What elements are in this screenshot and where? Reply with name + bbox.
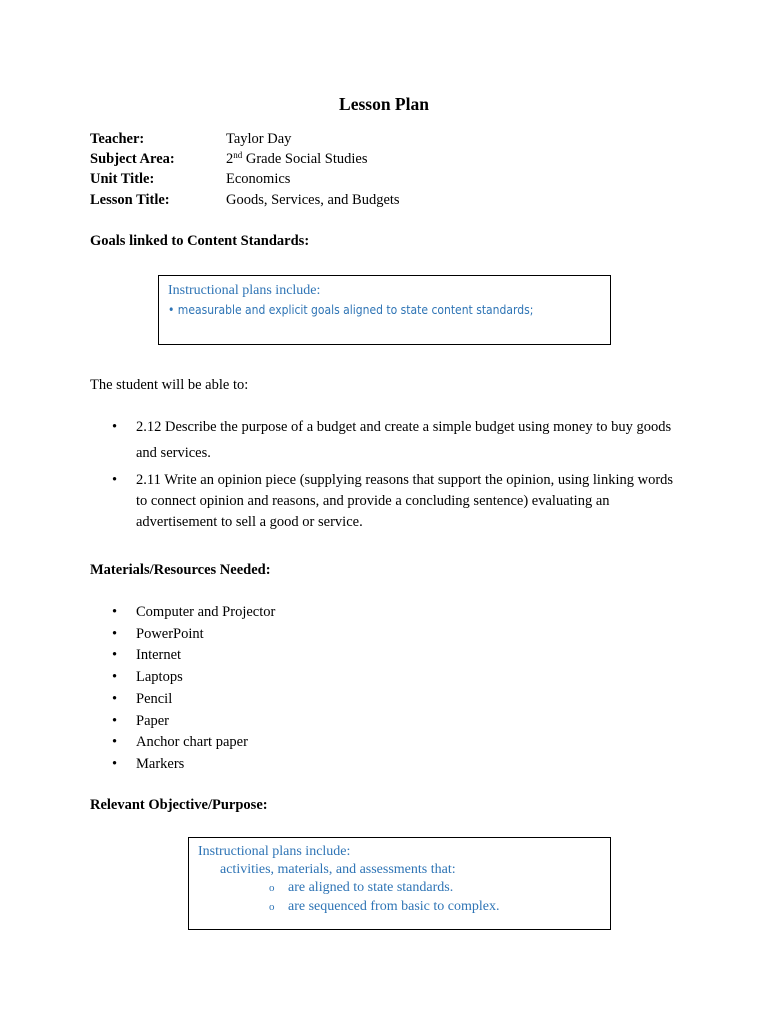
bullet: • bbox=[112, 712, 118, 729]
material-text: Pencil bbox=[136, 690, 173, 707]
material-text: Internet bbox=[136, 647, 182, 664]
bullet: • bbox=[112, 604, 118, 620]
meta-label: Teacher: bbox=[90, 131, 145, 147]
meta-value bbox=[226, 149, 368, 169]
materials-heading: Materials/Resources Needed: bbox=[90, 562, 271, 578]
callout-line: Instructional plans include: bbox=[168, 283, 321, 298]
meta-label: Lesson Title: bbox=[90, 192, 170, 208]
objectives-list bbox=[112, 414, 682, 534]
callout-line: • measurable and explicit goals aligned to state content standards; bbox=[168, 303, 534, 317]
bullet: • bbox=[112, 755, 118, 772]
sub-item-marker: o bbox=[269, 882, 275, 894]
bullet: • bbox=[112, 669, 118, 686]
materials-list bbox=[112, 601, 682, 781]
meta-label: Unit Title: bbox=[90, 171, 155, 187]
meta-value: Economics bbox=[226, 171, 291, 187]
bullet: • bbox=[112, 647, 118, 664]
callout-line: Instructional plans include: bbox=[198, 844, 351, 859]
callout-sub-item: are aligned to state standards. bbox=[288, 880, 454, 895]
goals-callout-box bbox=[158, 275, 611, 345]
bullet: • bbox=[112, 419, 118, 435]
callout-line: activities, materials, and assessments that: bbox=[220, 862, 456, 877]
material-text: Paper bbox=[136, 712, 170, 729]
bullet: • bbox=[112, 734, 118, 751]
meta-label: Subject Area: bbox=[90, 151, 175, 167]
grade-ordinal-suffix: nd bbox=[233, 150, 243, 160]
objective-callout-box bbox=[188, 837, 611, 930]
material-text: Computer and Projector bbox=[136, 604, 276, 620]
callout-sub-item: are sequenced from basic to complex. bbox=[288, 899, 500, 914]
objective-text: 2.11 Write an opinion piece (supplying reasons that support the opinion, using linking words to connect opinion and reasons, and provide a concluding sentence) evaluating an advertisement to sell a good or service. bbox=[136, 472, 674, 530]
grade-number: 2 bbox=[226, 151, 234, 167]
material-text: Laptops bbox=[136, 669, 183, 686]
material-text: Anchor chart paper bbox=[136, 734, 248, 751]
objective-heading: Relevant Objective/Purpose: bbox=[90, 797, 268, 813]
bullet: • bbox=[112, 625, 118, 642]
material-text: Markers bbox=[136, 755, 185, 772]
objective-text: 2.12 Describe the purpose of a budget and create a simple budget using money to buy goods and services. bbox=[136, 419, 672, 461]
sub-item-marker: o bbox=[269, 901, 275, 913]
grade-subject: Grade Social Studies bbox=[242, 151, 368, 167]
student-intro: The student will be able to: bbox=[90, 377, 249, 393]
goals-heading: Goals linked to Content Standards: bbox=[90, 233, 310, 249]
material-text: PowerPoint bbox=[136, 625, 204, 642]
page-title: Lesson Plan bbox=[339, 94, 429, 114]
bullet: • bbox=[112, 472, 118, 488]
bullet: • bbox=[112, 690, 118, 707]
meta-value: Goods, Services, and Budgets bbox=[226, 192, 400, 208]
meta-value: Taylor Day bbox=[226, 131, 292, 147]
